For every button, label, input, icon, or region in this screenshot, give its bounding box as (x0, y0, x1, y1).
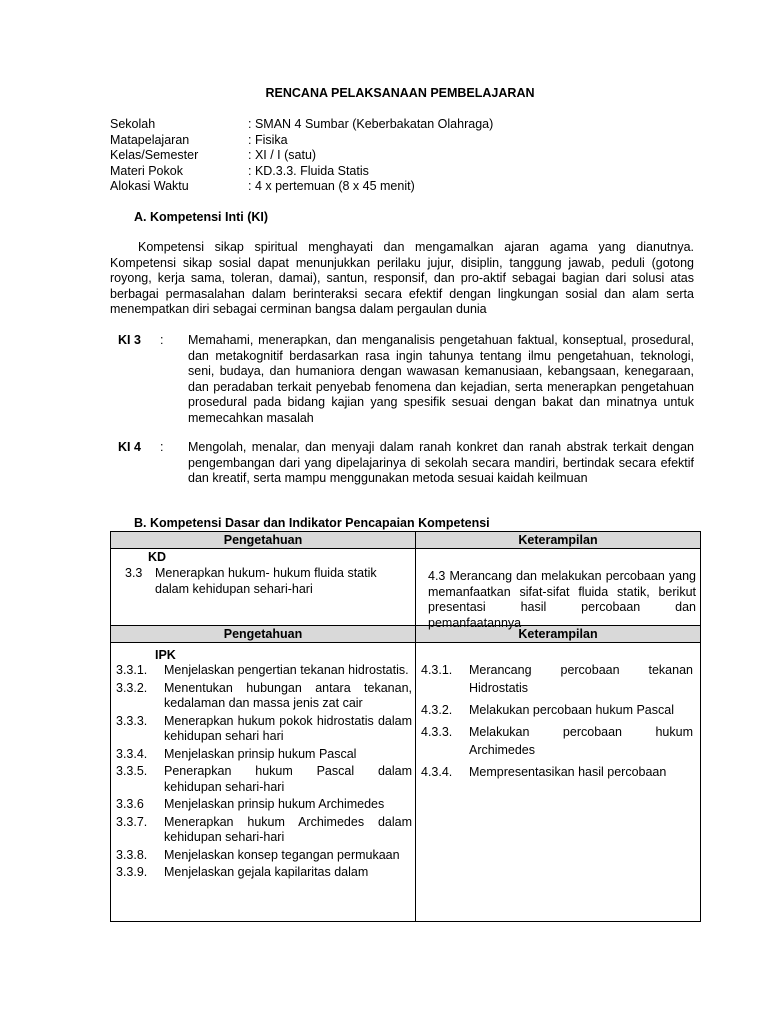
ipk-text: Menentukan hubungan antara tekanan, kedalaman dan massa jenis zat cair (164, 680, 412, 710)
kd-text: Menerapkan hukum- hukum fluida statik dalam kehidupan sehari-hari (155, 566, 377, 596)
list-item (421, 723, 693, 759)
ipk-right-cell (416, 643, 701, 922)
ipk-text: Menjelaskan gejala kapilaritas dalam (164, 865, 369, 879)
section-a-heading: A. Kompetensi Inti (KI) (134, 210, 269, 224)
header-pengetahuan-2: Pengetahuan (111, 626, 416, 643)
list-item (421, 661, 693, 697)
identity-row (110, 117, 493, 133)
identity-label: Alokasi Waktu (110, 179, 189, 193)
ipk-num: 3.3.2. (116, 680, 148, 695)
ki4-colon: : (160, 440, 164, 454)
list-item (116, 663, 412, 679)
ipk-num: 4.3.4. (421, 765, 453, 779)
identity-row (110, 133, 493, 149)
ki4-text: Mengolah, menalar, dan menyaji dalam ranah konkret dan ranah abstrak terkait dengan pengembangan dari yang dipelajarinya di sekolah secara mandiri, bertindak secara efektif dan kreatif, serta mampu menggunakan metoda sesuai kaidah keilmuan (188, 440, 694, 485)
ipk-num: 3.3.9. (116, 865, 148, 879)
list-item (116, 848, 412, 864)
list-item (421, 701, 693, 719)
kd-number: 3.3 (125, 566, 143, 580)
header-keterampilan-2: Keterampilan (416, 626, 701, 643)
ipk-text: Menjelaskan prinsip hukum Archimedes (164, 797, 385, 811)
section-b-heading: B. Kompetensi Dasar dan Indikator Pencapaian Kompetensi (134, 516, 490, 530)
ki4-code: KI 4 (118, 440, 141, 454)
identity-label: Sekolah (110, 117, 156, 131)
ipk-text: Menerapkan hukum pokok hidrostatis dalam kehidupan sehari hari (164, 713, 412, 743)
ipk-num: 3.3.7. (116, 814, 148, 829)
ipk-num: 3.3.5. (116, 764, 148, 778)
kt-text: 4.3 Merancang dan melakukan percobaan yang memanfaatkan sifat-sifat fluida statik, berikut presentasi hasil percobaan dan pemanfaatannya (428, 569, 696, 630)
ipk-num: 3.3.1. (116, 663, 148, 677)
list-item (116, 681, 412, 712)
header-keterampilan: Keterampilan (416, 532, 701, 549)
ki4-block (110, 440, 694, 487)
identity-value: : XI / I (satu) (248, 148, 317, 162)
competency-table (110, 531, 701, 922)
ki-paragraph: Kompetensi sikap spiritual menghayati dan mengamalkan ajaran agama yang dianutnya. Kompetensi sikap sosial dapat menunjukkan perilaku jujur, disiplin, tanggung jawab, peduli (gotong royong, kerja sama, toleran, damai), santun, responsif, dan pro-aktif sebagai bagian dari solusi atas berbagai permasalahan dalam berinteraksi secara efektif dengan lingkungan sosial dan alam serta menempatkan diri sebagai cerminan bangsa dalam pergaulan dunia (110, 240, 694, 316)
ipk-text: Mempresentasikan hasil percobaan (469, 765, 667, 779)
ipk-num: 4.3.1. (421, 663, 453, 677)
page-title: RENCANA PELAKSANAAN PEMBELAJARAN (265, 86, 535, 100)
ipk-num: 3.3.8. (116, 847, 148, 862)
ki3-block (110, 333, 694, 426)
ipk-left-cell (111, 643, 416, 922)
ipk-text: Menerapkan hukum Archimedes dalam kehidupan sehari-hari (164, 814, 412, 844)
ipk-num: 3.3.4. (116, 746, 148, 761)
kd-row (111, 549, 701, 626)
kd-cell (111, 549, 416, 626)
identity-label: Materi Pokok (110, 163, 183, 178)
ki3-code: KI 3 (118, 333, 141, 347)
ipk-text: Menjelaskan pengertian tekanan hidrostatis. (164, 663, 409, 677)
identity-label: Kelas/Semester (110, 148, 199, 162)
ipk-num: 3.3.3. (116, 713, 148, 728)
list-item (116, 714, 412, 745)
list-item (116, 815, 412, 846)
ipk-row (111, 643, 701, 922)
list-item (116, 865, 412, 881)
identity-row (110, 164, 493, 180)
ipk-text: Menjelaskan prinsip hukum Pascal (164, 746, 357, 761)
identity-label: Matapelajaran (110, 132, 190, 147)
identity-value: : KD.3.3. Fluida Statis (248, 163, 369, 178)
ipk-text: Menjelaskan konsep tegangan permukaan (164, 847, 400, 862)
identity-row (110, 179, 493, 195)
identity-row (110, 148, 493, 164)
ipk-num: 4.3.2. (421, 703, 453, 717)
table-header-row (111, 532, 701, 549)
identity-value: : 4 x pertemuan (8 x 45 menit) (248, 179, 415, 193)
list-item (421, 763, 693, 781)
ipk-right-list (421, 661, 693, 785)
header-pengetahuan: Pengetahuan (111, 532, 416, 549)
ipk-text: Merancang percobaan tekanan Hidrostatis (469, 663, 693, 695)
ipk-text: Penerapkan hukum Pascal dalam kehidupan sehari-hari (164, 764, 412, 794)
ipk-left-list (116, 663, 412, 883)
ipk-num: 3.3.6 (116, 797, 144, 811)
list-item (116, 747, 412, 763)
ki3-text: Memahami, menerapkan, dan menganalisis pengetahuan faktual, konseptual, prosedural, dan metakognitif berdasarkan rasa ingin tahunya tentang ilmu pengetahuan, teknologi, seni, budaya, dan humaniora dengan wawasan kemanusiaan, kebangsaan, kenegaraan, dan peradaban terkait penyebab fenomena dan kejadian, serta menerapkan pengetahuan prosedural pada bidang kajian yang spesifik sesuai dengan bakat dan minatnya untuk memecahkan masalah (188, 333, 694, 425)
ipk-text: Melakukan percobaan hukum Archimedes (469, 725, 693, 757)
identity-value: : SMAN 4 Sumbar (Keberbakatan Olahraga) (248, 117, 494, 131)
ipk-label: IPK (155, 648, 176, 662)
list-item (116, 797, 412, 813)
identity-block (110, 117, 493, 195)
ki3-colon: : (160, 333, 164, 347)
ipk-text: Melakukan percobaan hukum Pascal (469, 703, 674, 717)
list-item (116, 764, 412, 795)
identity-value: : Fisika (248, 132, 288, 147)
kd-label: KD (148, 550, 167, 564)
ipk-num: 4.3.3. (421, 725, 453, 739)
kt-cell (416, 549, 701, 630)
